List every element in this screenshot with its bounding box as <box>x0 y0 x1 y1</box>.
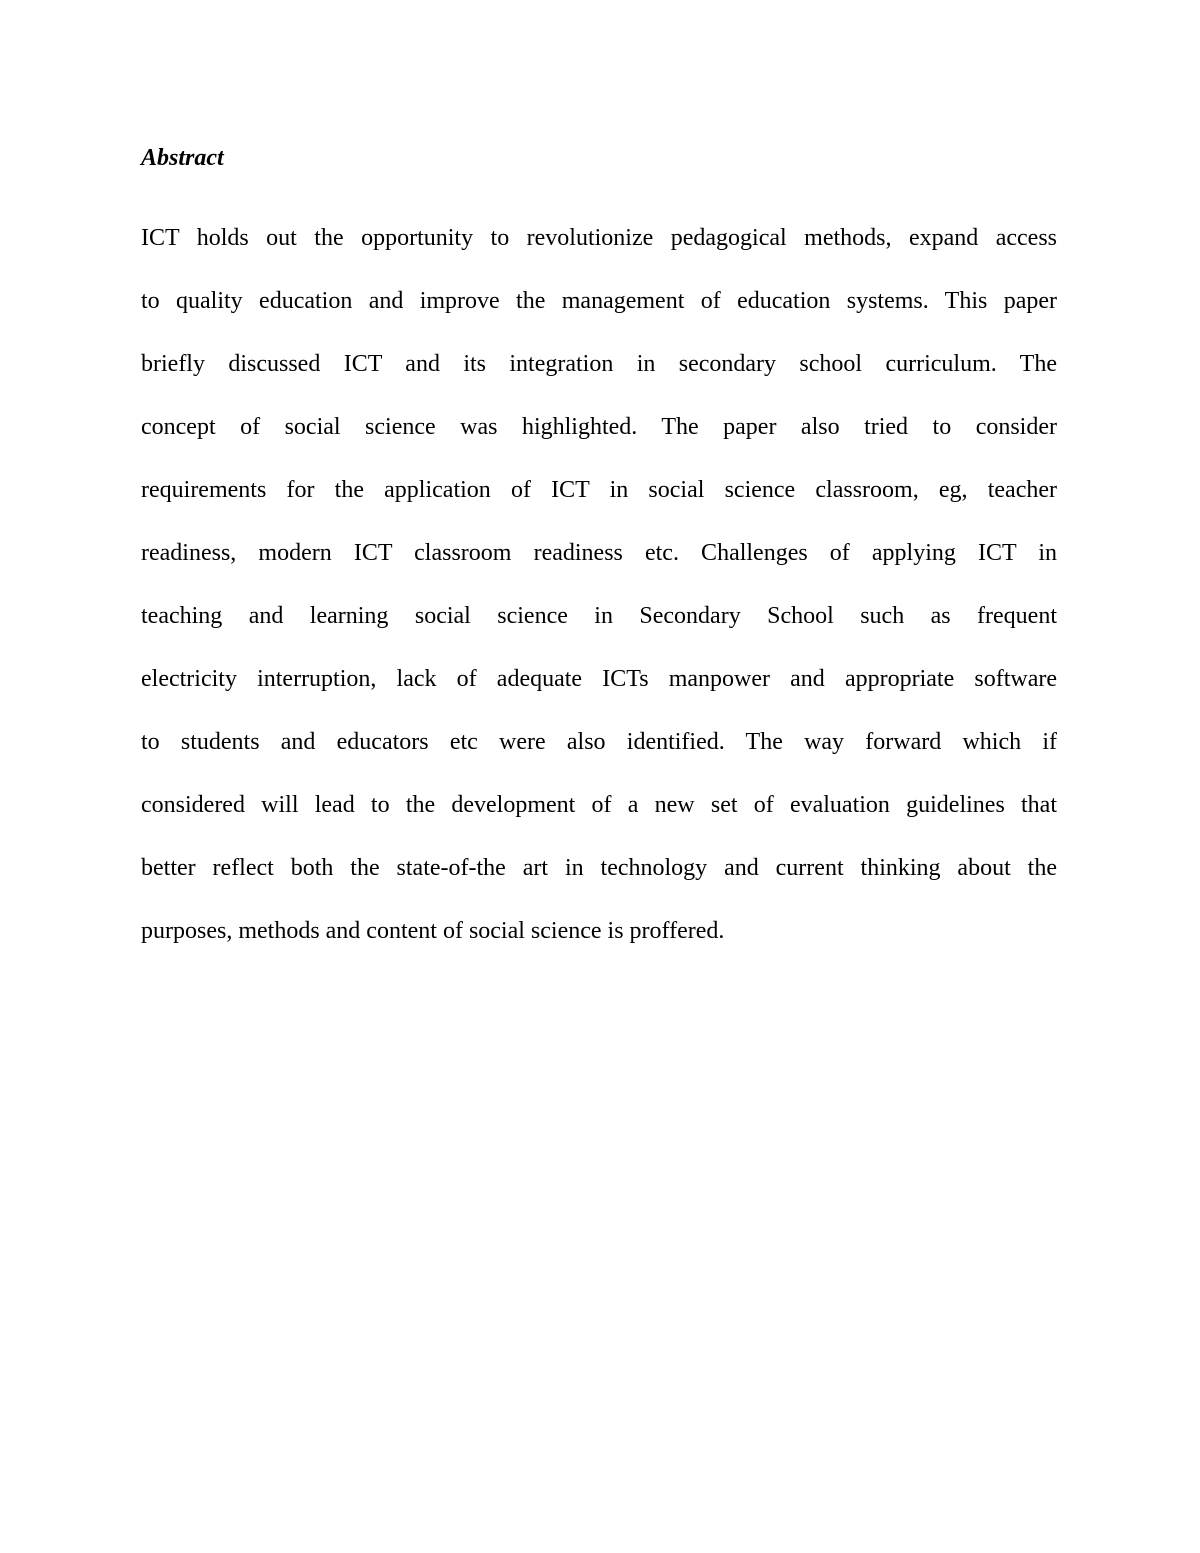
abstract-line: purposes, methods and content of social science is proffered. <box>141 918 725 944</box>
abstract-line: readiness, modern ICT classroom readiness etc. Challenges of applying ICT in <box>141 540 1057 566</box>
abstract-line: ICT holds out the opportunity to revolutionize pedagogical methods, expand access <box>141 225 1057 251</box>
abstract-heading: Abstract <box>141 145 224 171</box>
abstract-body <box>141 223 1057 979</box>
abstract-line: teaching and learning social science in Secondary School such as frequent <box>141 603 1057 629</box>
abstract-line: better reflect both the state-of-the art in technology and current thinking about the <box>141 855 1057 881</box>
abstract-line: requirements for the application of ICT in social science classroom, eg, teacher <box>141 477 1057 503</box>
abstract-line: concept of social science was highlighted. The paper also tried to consider <box>141 414 1057 440</box>
abstract-line: electricity interruption, lack of adequate ICTs manpower and appropriate software <box>141 666 1057 692</box>
abstract-line: to quality education and improve the management of education systems. This paper <box>141 288 1057 314</box>
abstract-line: briefly discussed ICT and its integration in secondary school curriculum. The <box>141 351 1057 377</box>
abstract-line: considered will lead to the development of a new set of evaluation guidelines that <box>141 792 1057 818</box>
abstract-line: to students and educators etc were also identified. The way forward which if <box>141 729 1057 755</box>
